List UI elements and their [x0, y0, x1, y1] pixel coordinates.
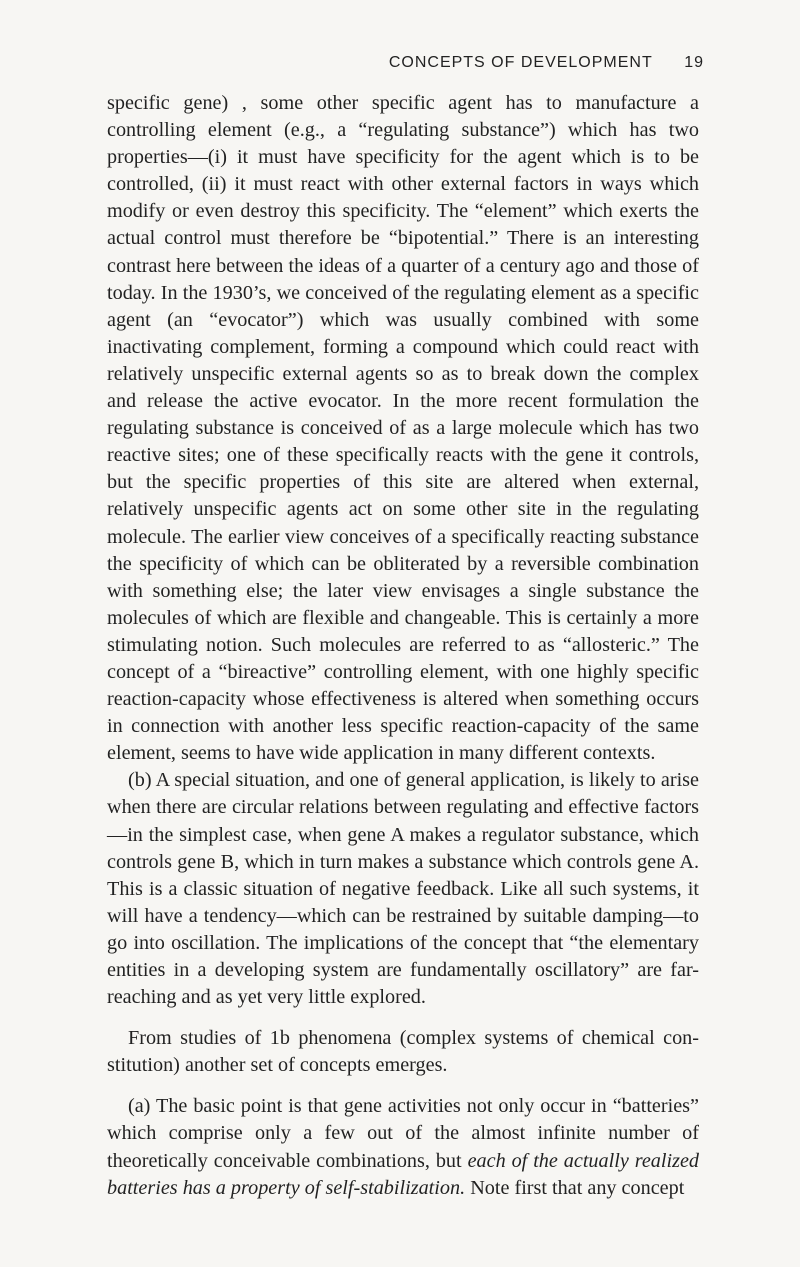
- page-body: [107, 90, 699, 1202]
- paragraph-a-emphasis: each of the actually realized batteries has a property of self-stabilization.: [107, 1149, 699, 1199]
- page-number: 19: [684, 54, 704, 71]
- paragraph-1b-phenomena: From studies of 1b phenomena (complex systems of chemical constitution) another set of concepts emerges.: [107, 1027, 699, 1077]
- paragraph-a-batteries: [107, 1093, 699, 1201]
- paragraph-a-text-start: (a) The basic point is that gene activities not only occur in “batteries” which comprise only a few out of the almost infinite number of theoretically conceivable combinations, but: [107, 1095, 699, 1172]
- running-title: CONCEPTS OF DEVELOPMENT: [388, 54, 653, 71]
- paragraph-b-feedback: (b) A special situation, and one of general application, is likely to arise when there are circular relations between regulating and effective factors—in the simplest case, when gene A makes a regulator substance, which controls gene B, which in turn makes a substance which controls gene A. This is a classic situation of negative feedback. Like all such systems, it will have a tendency—which can be restrained by suitable damping—to go into oscillation. The implications of the concept that “the elementary entities in a developing system are fundamentally oscillatory” are far-reaching and as yet very little explored.: [107, 769, 699, 1009]
- paragraph-a-text-end: Note first that any concept: [465, 1176, 685, 1199]
- running-head: [389, 54, 704, 72]
- paragraph-continuation: specific gene) , some other specific agent has to manufacture a controlling element (e.g., a “regulating substance”) which has two properties—(i) it must have specificity for the agent which is to be controlled, (ii) it must react with other external factors in ways which modify or even destroy this specificity. The “element” which exerts the actual control must therefore be “bipotential.” There is an interesting contrast here between the ideas of a quarter of a century ago and those of today. In the 1930’s, we conceived of the regulating element as a specific agent (an “evocator”) which was usually combined with some inactivating complement, forming a compound which could react with relatively unspecific external agents so as to break down the complex and release the active evocator. In the more recent formulation the regulating substance is conceived of as a large molecule which has two reactive sites; one of these specifically reacts with the gene it controls, but the specific properties of this site are altered when external, relatively unspecific agents act on some other site in the regulating molecule. The earlier view conceives of a specifically reacting substance the specificity of which can be obliterated by a reversible combination with something else; the later view envisages a single substance the molecules of which are flexible and changeable. This is certainly a more stimulating notion. Such molecules are referred to as “allosteric.” The concept of a “bireactive” controlling element, with one highly specific reaction-capacity whose effectiveness is altered when something occurs in connection with another less specific reaction-capacity of the same element, seems to have wide application in many different contexts.: [107, 92, 699, 765]
